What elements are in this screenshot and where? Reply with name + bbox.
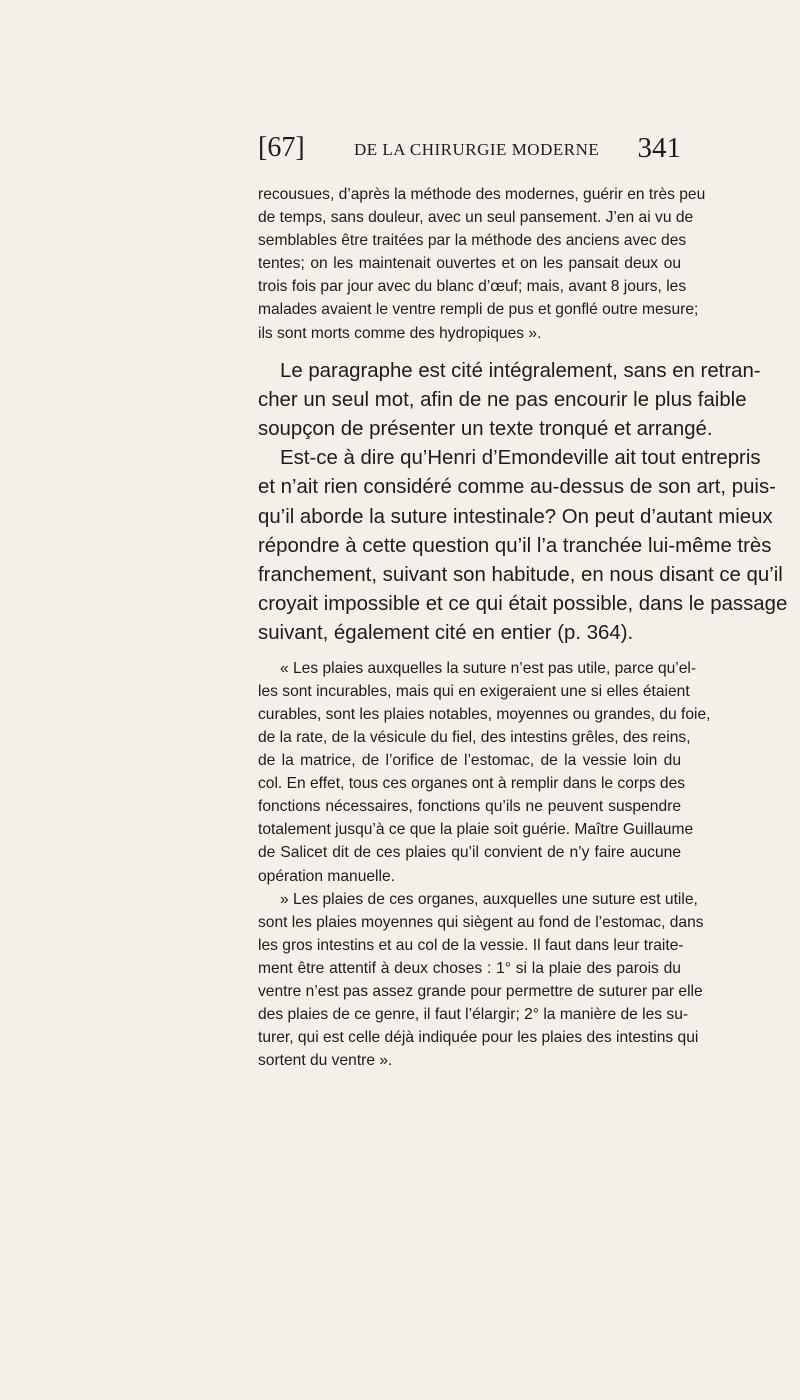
text-line: ment être attentif à deux choses : 1° si la plaie des parois du xyxy=(258,959,681,977)
quote-paragraph-3 xyxy=(258,888,704,1073)
text-line: de la rate, de la vésicule du fiel, des intestins grêles, des reins, xyxy=(258,728,691,746)
running-head xyxy=(258,128,681,168)
text-line: semblables être traitées par la méthode des anciens avec des xyxy=(258,232,687,250)
text-line: » Les plaies de ces organes, auxquelles une suture est utile, xyxy=(280,890,698,908)
text-line: des plaies de ce genre, il faut l’élargir; 2° la manière de les su- xyxy=(258,1006,689,1024)
text-line: de temps, sans douleur, avec un seul pansement. J’en ai vu de xyxy=(258,209,694,227)
main-paragraph xyxy=(258,357,788,649)
text-line: recousues, d’après la méthode des modernes, guérir en très peu xyxy=(258,186,706,203)
quote-paragraph-2 xyxy=(258,657,711,888)
text-line: col. En effet, tous ces organes ont à remplir dans le corps des xyxy=(258,775,686,793)
text-line: totalement jusqu’à ce que la plaie soit guérie. Maître Guillaume xyxy=(258,821,694,839)
text-line: Le paragraphe est cité intégralement, sans en retran- xyxy=(280,359,761,382)
text-line: tentes; on les maintenait ouvertes et on les pansait deux ou xyxy=(258,255,681,273)
text-line: les sont incurables, mais qui en exigeraient une si elles étaient xyxy=(258,682,690,700)
text-line: malades avaient le ventre rempli de pus et gonflé outre mesure; xyxy=(258,301,699,319)
text-line: opération manuelle. xyxy=(258,867,395,885)
text-line: « Les plaies auxquelles la suture n’est pas utile, parce qu’el- xyxy=(280,659,697,677)
text-line: cher un seul mot, afin de ne pas encourir le plus faible xyxy=(258,388,747,411)
text-line: franchement, suivant son habitude, en nous disant ce qu’il xyxy=(258,564,783,587)
text-line: fonctions nécessaires, fonctions qu’ils ne peuvent suspendre xyxy=(258,798,681,816)
page-body xyxy=(258,183,788,1072)
text-line: qu’il aborde la suture intestinale? On peut d’autant mieux xyxy=(258,505,773,528)
text-line: les gros intestins et au col de la vessie. Il faut dans leur traite- xyxy=(258,936,684,954)
section-folio: [67] xyxy=(258,132,305,163)
quote-paragraph-1 xyxy=(258,183,706,345)
text-line: croyait impossible et ce qui était possible, dans le passage xyxy=(258,593,788,616)
text-line: soupçon de présenter un texte tronqué et arrangé. xyxy=(258,418,713,441)
text-line: et n’ait rien considéré comme au-dessus de son art, puis- xyxy=(258,476,776,499)
text-line: curables, sont les plaies notables, moyennes ou grandes, du foie, xyxy=(258,705,711,723)
text-line: trois fois par jour avec du blanc d’œuf; mais, avant 8 jours, les xyxy=(258,278,687,296)
page-number: 341 xyxy=(637,132,681,164)
text-line: suivant, également cité en entier (p. 364). xyxy=(258,622,634,645)
text-line: ils sont morts comme des hydropiques ». xyxy=(258,324,542,342)
text-line: Est-ce à dire qu’Henri d’Emondeville ait tout entrepris xyxy=(280,447,761,470)
text-line: de Salicet dit de ces plaies qu’il convient de n’y faire aucune xyxy=(258,844,681,862)
text-line: sont les plaies moyennes qui siègent au fond de l’estomac, dans xyxy=(258,913,704,931)
text-line: turer, qui est celle déjà indiquée pour les plaies des intestins qui xyxy=(258,1029,699,1047)
text-line: de la matrice, de l’orifice de l’estomac, de la vessie loin du xyxy=(258,752,681,770)
text-line: ventre n’est pas assez grande pour permettre de suturer par elle xyxy=(258,983,703,1000)
text-line: sortent du ventre ». xyxy=(258,1052,393,1070)
running-title: DE LA CHIRURGIE MODERNE xyxy=(354,140,600,159)
text-line: répondre à cette question qu’il l’a tranchée lui-même très xyxy=(258,534,772,557)
